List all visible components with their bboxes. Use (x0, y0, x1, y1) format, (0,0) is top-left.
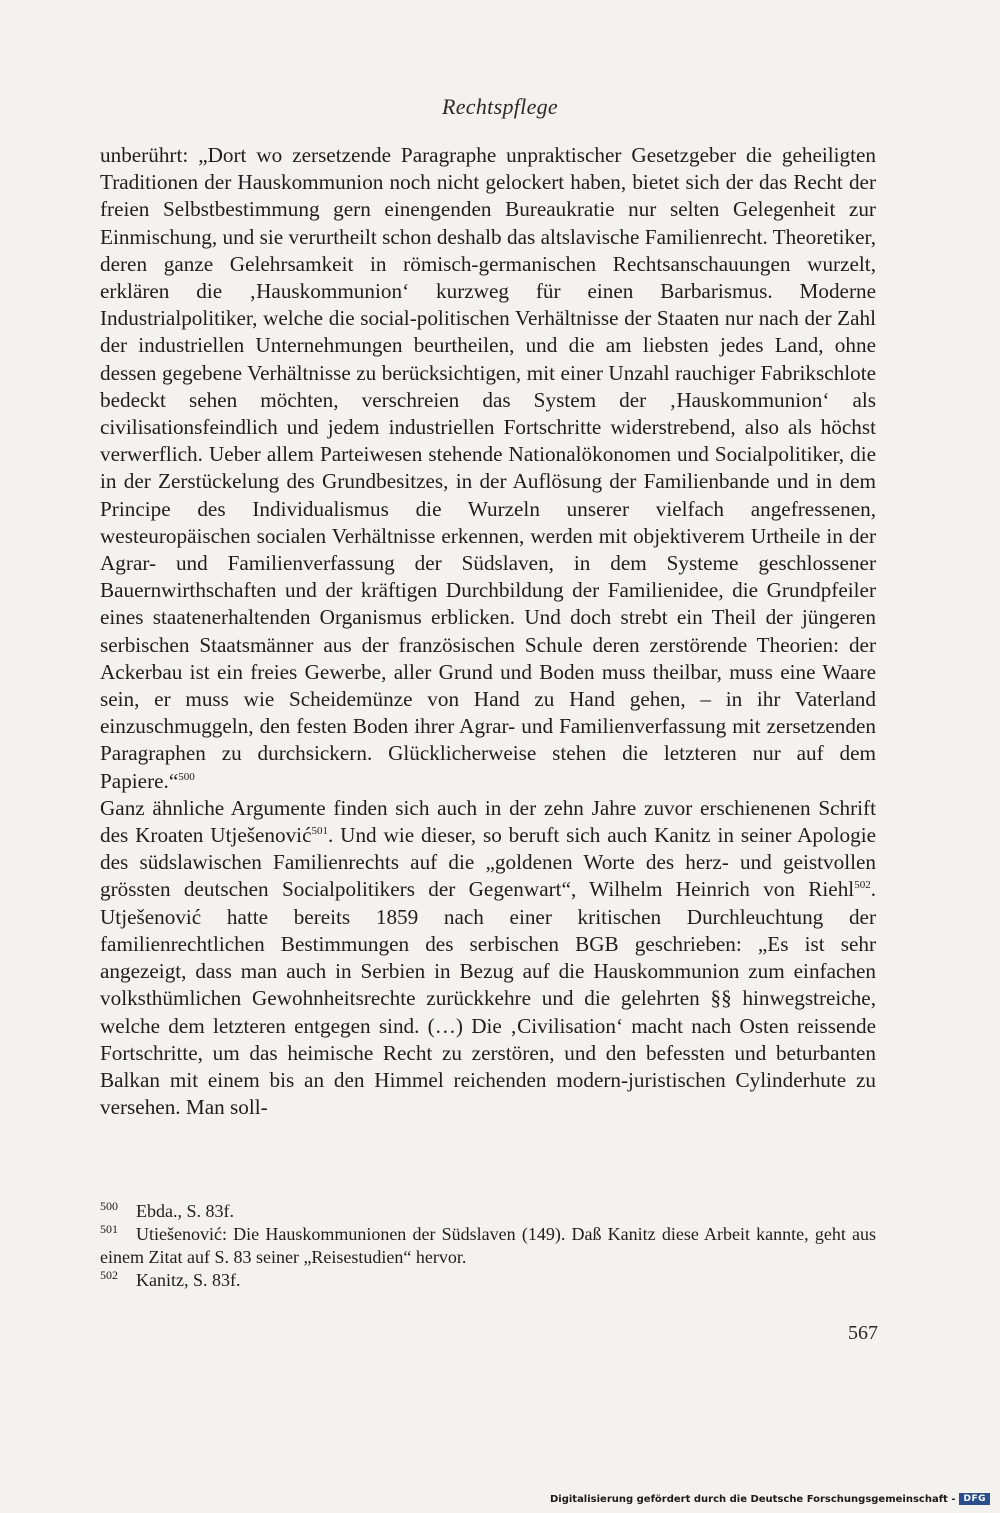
footnote-ref-502[interactable]: 502 (854, 879, 871, 892)
paragraph-1 (100, 142, 876, 795)
paragraph-2-text-a: Ganz ähnliche Argumente finden sich auch in der zehn Jahre zuvor erschienenen Schrift des Kroaten Utješenović (100, 795, 876, 848)
footnotes (100, 1200, 876, 1292)
footnote-502: 502 Kanitz, S. 83f. (100, 1268, 241, 1290)
dfg-banner (550, 1493, 990, 1505)
footnote-text: Kanitz, S. 83f. (136, 1270, 241, 1290)
footnote-501: 501 Utiešenović: Die Hauskommunionen der Südslaven (149). Daß Kanitz diese Arbeit kannte, geht aus einem Zitat auf S. 83 seiner „Reisestudien“ hervor. (100, 1222, 876, 1267)
paragraph-2-text-b: . Und wie dieser, so beruft sich auch Kanitz in seiner Apologie des südslawischen Familienrechts auf die „goldenen Worte des herz- und geistvollen grössten deutschen Socialpolitikers der Gegenwart“, Wilhelm Heinrich von Riehl (100, 823, 876, 902)
paragraph-1-text: unberührt: „Dort wo zersetzende Paragraphe unpraktischer Gesetzgeber die geheiligten Traditionen der Hauskommunion noch nicht gelockert haben, bietet sich der das Recht der freien Selbstbestimmung gern einengenden Bureaukratie nur selten Gelegenheit zur Einmischung, und sie verurtheilt schon deshalb das altslavische Familienrecht. Theoretiker, deren ganze Gelehrsamkeit in römisch-germanischen Rechtsanschauungen wurzelt, erklären die ‚Hauskommunion‘ kurzweg für einen Barbarismus. Moderne Industrialpolitiker, welche die social-politischen Verhältnisse der Staaten nur nach der Zahl der industriellen Unternehmungen beurtheilen, und die am liebsten jedes Land, ohne dessen gegebene Verhältnisse zu berücksichtigen, mit einer Unzahl rauchiger Fabrikschlote bedeckt sehen möchten, verschreien das System der ‚Hauskommunion‘ als civilisationsfeindlich und jedem industriellen Fortschritte widerstrebend, also als höchst verwerflich. Ueber allem Parteiwesen stehende Nationalökonomen und Socialpolitiker, die in der Zerstückelung des Grundbesitzes, in der Auflösung der Familienbande und in dem Principe des Individualismus die Wurzeln unserer vielfach angefressenen, westeuropäischen socialen Verhältnisse erkennen, werden mit objektiverem Urtheile in der Agrar- und Familienverfassung der Südslaven, in dem Systeme geschlossener Bauernwirthschaften und der kräftigen Durchbildung der Familienidee, die Grundpfeiler eines staatenerhaltenden Organismus erblicken. Und doch strebt ein Theil der jüngeren serbischen Staatsmänner aus der französischen Schule deren zerstörende Theorien: der Ackerbau ist ein freies Gewerbe, aller Grund und Boden muss theilbar, muss eine Waare sein, er muss wie Scheidemünze von Hand zu Hand gehen, – in ihr Vaterland einzuschmuggeln, den festen Boden ihrer Agrar- und Familienverfassung mit zersetzenden Paragraphen zu durchsickern. Glücklicherweise stehen die letzteren nur auf dem Papiere.“ (100, 143, 876, 793)
footnote-ref-500[interactable]: 500 (178, 770, 195, 783)
running-head: Rechtspflege (442, 94, 558, 119)
dfg-logo-icon[interactable]: DFG (959, 1493, 990, 1505)
dfg-banner-text: Digitalisierung gefördert durch die Deutsche Forschungsgemeinschaft - (549, 1493, 956, 1505)
paragraph-2-text-c: . Utješenović hatte bereits 1859 nach einer kritischen Durchleuchtung der familienrechtlichen Bestimmungen des serbischen BGB geschrieben: „Es ist sehr angezeigt, dass man auch in Serbien in Bezug auf die Hauskommunion zum einfachen volksthümlichen Gewohnheitsrechte zurückkehre und die gelehrten §§ hinwegstreiche, welche dem letzteren entgegen sind. (…) Die ‚Civilisation‘ macht nach Osten reissende Fortschritte, um das heimische Recht zu zerstören, und den befessten und beturbanten Balkan mit einem bis an den Himmel reichenden modern-juristischen Cylinderhute zu versehen. Man soll- (100, 877, 876, 1120)
footnote-500: 500 Ebda., S. 83f. (100, 1199, 234, 1221)
footnote-text: Utiešenović: Die Hauskommunionen der Südslaven (149). Daß Kanitz diese Arbeit kannte, geht aus einem Zitat auf S. 83 seiner „Reisestudien“ hervor. (100, 1224, 876, 1267)
footnote-text: Ebda., S. 83f. (136, 1201, 234, 1221)
main-text (100, 142, 876, 1121)
page-number: 567 (848, 1322, 878, 1344)
footnote-ref-501[interactable]: 501 (311, 825, 328, 838)
paragraph-2 (100, 795, 876, 1121)
